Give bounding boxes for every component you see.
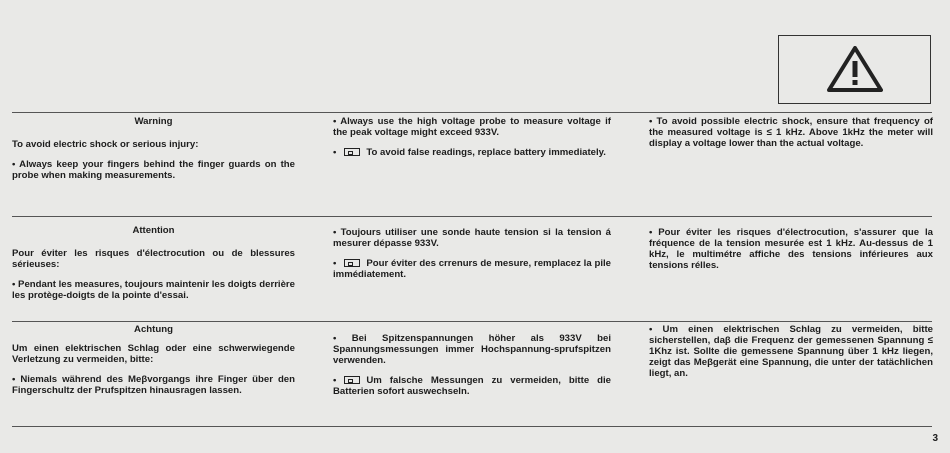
battery-icon — [344, 148, 360, 156]
attention-col-1 — [12, 225, 295, 310]
paragraph: Pour éviter les risques d'électrocution ou de blessures sérieuses: — [12, 248, 295, 270]
paragraph: Um einen elektrischen Schlag oder eine schwerwiegende Verletzung zu vermeiden, bitte: — [12, 343, 295, 365]
battery-icon — [344, 259, 360, 267]
achtung-col-2 — [333, 333, 611, 406]
warning-col-3 — [649, 116, 933, 158]
paragraph: • Bei Spitzenspannungen höher als 933V bei Spannungsmessungen immer Hochspannung-sprufspitzen verwenden. — [333, 333, 611, 366]
paragraph: Um falsche Messungen zu vermeiden, bitte die Batterien sofort auswechseln. — [333, 375, 611, 397]
rule-bottom — [12, 426, 932, 427]
warning-triangle-icon — [827, 46, 883, 92]
paragraph: • Always use the high voltage probe to measure voltage if the peak voltage might exceed 933V. — [333, 116, 611, 138]
rule-1 — [12, 216, 932, 217]
warning-symbol-box — [778, 35, 931, 104]
battery-icon — [344, 376, 360, 384]
paragraph: • Toujours utiliser une sonde haute tension si la tension á mesurer dépasse 933V. — [333, 227, 611, 249]
achtung-col-3 — [649, 324, 933, 388]
section-heading: Warning — [134, 116, 173, 127]
section-heading: Attention — [132, 225, 175, 236]
warning-col-2 — [333, 116, 611, 167]
paragraph: To avoid false readings, replace battery immediately. — [366, 147, 606, 158]
paragraph: • Always keep your fingers behind the finger guards on the probe when making measurements. — [12, 159, 295, 181]
rule-top — [12, 112, 932, 113]
paragraph: • Pendant les measures, toujours maintenir les doigts derrière les protège-doigts de la pointe d'essai. — [12, 279, 295, 301]
section-heading: Achtung — [134, 324, 173, 335]
paragraph: Pour éviter des crrenurs de mesure, remplacez la pile immédiatement. — [333, 258, 611, 280]
page-number: 3 — [932, 433, 938, 444]
achtung-col-1 — [12, 324, 295, 405]
rule-2 — [12, 321, 932, 322]
bullet: • — [333, 258, 337, 269]
bullet: • — [333, 147, 337, 158]
bullet: • — [333, 375, 337, 386]
paragraph: • Um einen elektrischen Schlag zu vermeiden, bitte sicherstellen, daβ die Frequenz der gemessenen Spannung ≤ 1Khz ist. Sollte die gemessene Spannung über 1 kHz liegen, zeigt das Meβgerät eine Spannung, die unter der tatächlichen liegt, an. — [649, 324, 933, 379]
warning-col-1 — [12, 116, 295, 190]
paragraph: • To avoid possible electric shock, ensure that frequency of the measured voltage is ≤ 1 kHz. Above 1kHz the meter will display a voltage lower than the actual voltage. — [649, 116, 933, 149]
paragraph: • Pour éviter les risques d'électrocution, s'assurer que la fréquence de la tension mesurée est 1 kHz. Au-dessus de 1 kHz, le multimétre affiche des tensions inférieures aux tensions rélles. — [649, 227, 933, 271]
attention-col-3 — [649, 227, 933, 280]
paragraph: To avoid electric shock or serious injury: — [12, 139, 199, 150]
paragraph: • Niemals während des Meβvorgangs ihre Finger über den Fingerschultz der Prufspitzen hinausragen lassen. — [12, 374, 295, 396]
attention-col-2 — [333, 227, 611, 289]
